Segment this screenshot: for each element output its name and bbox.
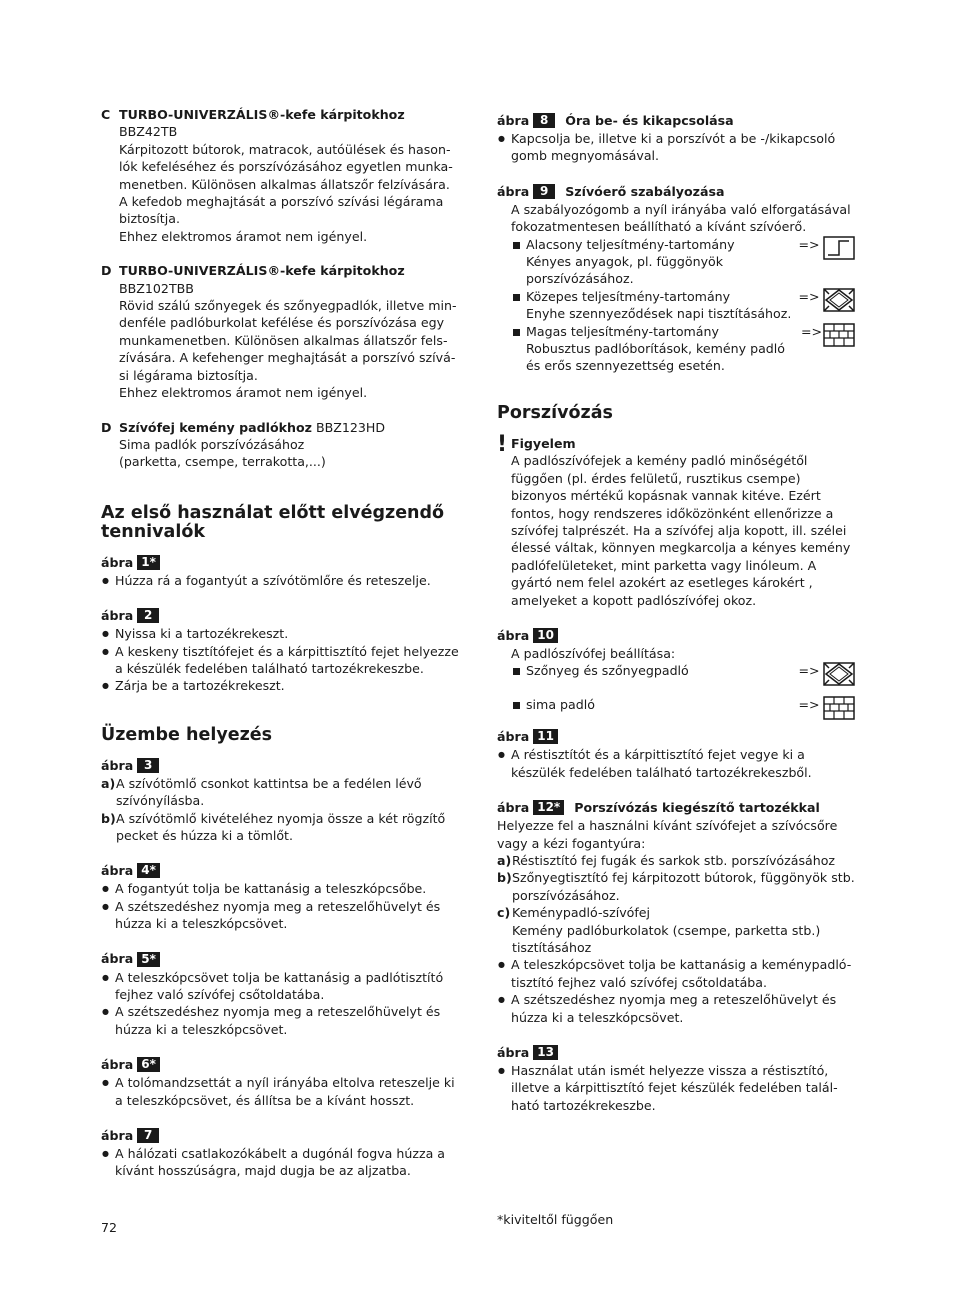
level-title: Közepes teljesítmény-tartomány — [526, 288, 731, 304]
figure-number: 12* — [533, 800, 564, 815]
list-item: ● Kapcsolja be, illetve ki a porszívót a be -/kikapcsoló gomb megnyomásával. — [497, 130, 855, 165]
text-line: A kefedob meghajtását a porszívó szívási légárama — [119, 194, 444, 210]
text-line: menetben. Különösen alkalmas állatszőr felzívására. — [119, 176, 450, 192]
level-desc: Robusztus padlóborítások, kemény padló és erős szennyezettség esetén. — [526, 341, 785, 374]
power-level-high — [511, 323, 855, 375]
level-desc: Kényes anyagok, pl. függönyök porszívózásához. — [526, 254, 724, 287]
accessory-d-turbo — [101, 262, 461, 401]
power-level-low — [511, 236, 855, 288]
figure-number: 2 — [137, 608, 159, 623]
carpet-icon — [823, 288, 855, 312]
level-title: Magas teljesítmény-tartomány — [526, 323, 719, 339]
floor-settings — [497, 662, 855, 720]
paragraph: A szabályozógomb a nyíl irányába való elforgatásával fokozatmentesen beállítható a kívánt szívóerő. — [511, 201, 851, 235]
text-line: Ehhez elektromos áramot nem igényel. — [119, 385, 368, 401]
power-level-medium — [511, 288, 855, 323]
text-line: si légárama biztosítja. — [119, 367, 258, 383]
footnote: *kiviteltől függően — [497, 1212, 614, 1227]
hard-floor-icon — [823, 696, 855, 720]
figure-word: ábra — [497, 627, 530, 643]
list-item: ● Nyissa ki a tartozékrekeszt. — [101, 625, 461, 642]
arrow-symbol: => — [798, 663, 820, 679]
right-column — [497, 111, 855, 1114]
paragraph: A padlószívófej beállítása: — [511, 645, 676, 661]
text-line: munkamenetben. Különösen alkalmas állatszőr fels- — [119, 332, 448, 348]
figure-ref-7 — [101, 1126, 461, 1145]
accessory-letter: C — [101, 107, 111, 122]
figure-ref-11 — [497, 727, 855, 746]
figure-number: 8 — [533, 113, 555, 128]
paragraph: Helyezze fel a használni kívánt szívófejet a szívócsőre vagy a kézi fogantyúra: — [497, 818, 838, 851]
text-line: Ehhez elektromos áramot nem igényel. — [119, 228, 368, 244]
carpet-icon — [823, 662, 855, 686]
figure-ref-12 — [497, 798, 855, 817]
figure-word: ábra — [497, 799, 530, 815]
text-line: Sima padlók porszívózásához — [119, 436, 305, 452]
setting-label: Szőnyeg és szőnyegpadló — [511, 662, 796, 679]
text-line: denféle padlóburkolat kefélése és porszívózása egy — [119, 315, 445, 331]
list-item: ● A fogantyút tolja be kattanásig a teleszkópcsőbe. — [101, 880, 461, 897]
figure-word: ábra — [497, 1044, 530, 1060]
setting-carpet — [511, 662, 855, 686]
list-item: ● A hálózati csatlakozókábelt a dugónál fogva húzza a kívánt hosszúságra, majd dugja be az aljzatba. — [101, 1145, 461, 1180]
figure-word: ábra — [101, 554, 134, 570]
list-item: ● Használat után ismét helyezze vissza a réstisztító, illetve a kárpittisztító fejet készülék fedelében talál-ható tartozékrekeszbe. — [497, 1062, 855, 1114]
accessory-letter: D — [101, 263, 112, 279]
list-item: ● A teleszkópcsövet tolja be kattanásig a padlótisztító fejhez való szívófej csőtoldatába. — [101, 969, 461, 1004]
accessory-title: TURBO-UNIVERZÁLIS®-kefe kárpitokhoz — [119, 263, 405, 279]
warning-text: A padlószívófejek a kemény padló minőségétől függően (pl. érdes felületű, rusztikus csempe) bizonyos mértékű kopásnak vannak kitéve. Ezért fontos, hogy rendszeres időközönként ellenőrizze a szívófej talprészét. Ha a szívófej alja kopott, ill. szélei élessé váltak, könnyen megkarcolja a kényes kemény padlófelületeket, mint parketta vagy linóleum. A gyártó nem felel azokért az esetleges károkért , amelyeket a kopott padlószívófej okoz. — [511, 453, 851, 608]
section-heading-first-use: Az első használat előtt elvégzendő tennivalók — [101, 502, 445, 542]
list-item: ● A szétszedéshez nyomja meg a reteszelőhüvelyt és húzza ki a teleszkópcsövet. — [101, 898, 461, 933]
item-text: Kemény padlóburkolatok (csempe, parketta stb.) tisztításához — [512, 922, 821, 955]
labeled-item — [497, 869, 855, 904]
figure-word: ábra — [101, 1057, 134, 1073]
accessory-letter: D — [101, 419, 112, 435]
figure-word: ábra — [101, 757, 134, 773]
figure-word: ábra — [101, 607, 134, 623]
section-heading-vacuuming: Porszívózás — [497, 402, 613, 423]
figure-ref-3 — [101, 756, 461, 775]
figure-word: ábra — [101, 1127, 134, 1143]
figure-number: 11 — [533, 729, 558, 744]
figure-ref-8 — [497, 111, 855, 130]
figure-number: 9 — [533, 184, 555, 199]
text-line: (parketta, csempe, terrakotta,...) — [119, 454, 326, 470]
warning-icon: ! — [497, 431, 508, 457]
arrow-symbol: => — [798, 236, 820, 252]
text-line: Kárpitozott bútorok, matracok, autóülések és hason- — [119, 141, 451, 157]
left-column — [101, 106, 461, 1180]
item-label: a) — [497, 852, 512, 868]
figure-ref-6 — [101, 1055, 461, 1074]
setting-label: sima padló — [511, 696, 796, 713]
list-item: ● Húzza rá a fogantyút a szívótömlőre és reteszelje. — [101, 572, 461, 589]
list-item: ● Zárja be a tartozékrekeszt. — [101, 677, 461, 694]
accessory-title: Szívófej kemény padlókhoz — [119, 419, 312, 435]
accessory-d-hard-floor — [101, 419, 461, 471]
figure-ref-10 — [497, 626, 855, 645]
accessory-model: BBZ42TB — [119, 124, 178, 140]
figure-ref-4 — [101, 861, 461, 880]
accessory-model: BBZ123HD — [315, 419, 386, 435]
text-line: Rövid szálú szőnyegek és szőnyegpadlók, illetve min- — [119, 298, 457, 314]
item-text: Szőnyegtisztító fej kárpitozott bútorok, függönyök stb. porszívózásához. — [512, 870, 855, 903]
accessory-c — [101, 106, 461, 245]
labeled-item — [101, 810, 461, 845]
item-text: Keménypadló-szívófej — [512, 905, 651, 921]
accessory-title: TURBO-UNIVERZÁLIS®-kefe kárpitokhoz — [119, 107, 405, 122]
figure-word: ábra — [497, 112, 530, 128]
figure-word: ábra — [101, 951, 134, 967]
arrow-symbol: => — [798, 697, 820, 713]
figure-ref-1 — [101, 553, 461, 572]
figure-number: 10 — [533, 628, 558, 643]
figure-number: 4* — [137, 863, 160, 878]
hard-floor-icon — [823, 323, 855, 347]
figure-word: ábra — [497, 729, 530, 745]
figure-heading: Szívóerő szabályozása — [565, 183, 725, 199]
list-item: ● A tolómandzsettát a nyíl irányába eltolva reteszelje ki a teleszkópcsövet, és állítsa be a kívánt hosszt. — [101, 1074, 461, 1109]
warning-block — [497, 431, 855, 609]
figure-word: ábra — [101, 863, 134, 879]
list-item: ● A réstisztítót és a kárpittisztító fejet vegye ki a készülék fedelében található tartozékrekeszből. — [497, 746, 855, 781]
text-line: zívására. A kefehenger meghajtását a porszívó szívá- — [119, 350, 456, 366]
figure-number: 1* — [137, 555, 160, 570]
list-item: ● A szétszedéshez nyomja meg a reteszelőhüvelyt és húzza ki a teleszkópcsövet. — [497, 991, 855, 1026]
text-line: biztosítja. — [119, 211, 180, 227]
figure-number: 5* — [137, 952, 160, 967]
figure-ref-5 — [101, 950, 461, 969]
text-line: lók kefeléséhez és porszívózásához egyetlen munka- — [119, 159, 453, 175]
labeled-item — [497, 852, 855, 869]
figure-number: 3 — [137, 758, 159, 773]
item-label: b) — [497, 870, 512, 886]
labeled-item — [101, 775, 461, 810]
list-item: ● A szétszedéshez nyomja meg a reteszelőhüvelyt és húzza ki a teleszkópcsövet. — [101, 1003, 461, 1038]
accessory-model: BBZ102TBB — [119, 280, 194, 296]
arrow-symbol: => — [801, 323, 823, 339]
warning-title: Figyelem — [511, 435, 576, 451]
list-item: ● A keskeny tisztítófejet és a kárpittisztító fejet helyezze a készülék fedelében található tartozékrekeszbe. — [101, 643, 461, 678]
level-title: Alacsony teljesítmény-tartomány — [526, 236, 735, 252]
figure-ref-9 — [497, 182, 855, 201]
item-label: c) — [497, 905, 511, 921]
item-text: Réstisztító fej fugák és sarkok stb. porszívózásához — [512, 852, 836, 868]
figure-number: 13 — [533, 1045, 558, 1060]
figure-heading: Porszívózás kiegészítő tartozékkal — [574, 799, 820, 815]
arrow-symbol: => — [798, 288, 820, 304]
item-text: A szívótömlő kivételéhez nyomja össze a két rögzítő pecket és húzza ki a tömlőt. — [116, 810, 446, 843]
labeled-item — [497, 904, 855, 956]
item-label: b) — [101, 810, 116, 826]
setting-smooth-floor — [511, 696, 855, 720]
figure-word: ábra — [497, 183, 530, 199]
page-number: 72 — [101, 1220, 118, 1235]
list-item: ● A teleszkópcsövet tolja be kattanásig a keménypadló-tisztító fejhez való szívófej csőtoldatába. — [497, 956, 855, 991]
figure-heading: Óra be- és kikapcsolása — [565, 112, 734, 128]
figure-ref-13 — [497, 1043, 855, 1062]
section-heading-setup: Üzembe helyezés — [101, 724, 273, 745]
level-desc: Enyhe szennyeződések napi tisztításához. — [526, 306, 792, 322]
figure-ref-2 — [101, 606, 461, 625]
curtain-icon — [823, 236, 855, 260]
power-levels — [497, 236, 855, 375]
figure-number: 6* — [137, 1057, 160, 1072]
figure-number: 7 — [137, 1128, 159, 1143]
item-text: A szívótömlő csonkot kattintsa be a fedélen lévő szívónyílásba. — [116, 775, 422, 809]
item-label: a) — [101, 775, 116, 791]
